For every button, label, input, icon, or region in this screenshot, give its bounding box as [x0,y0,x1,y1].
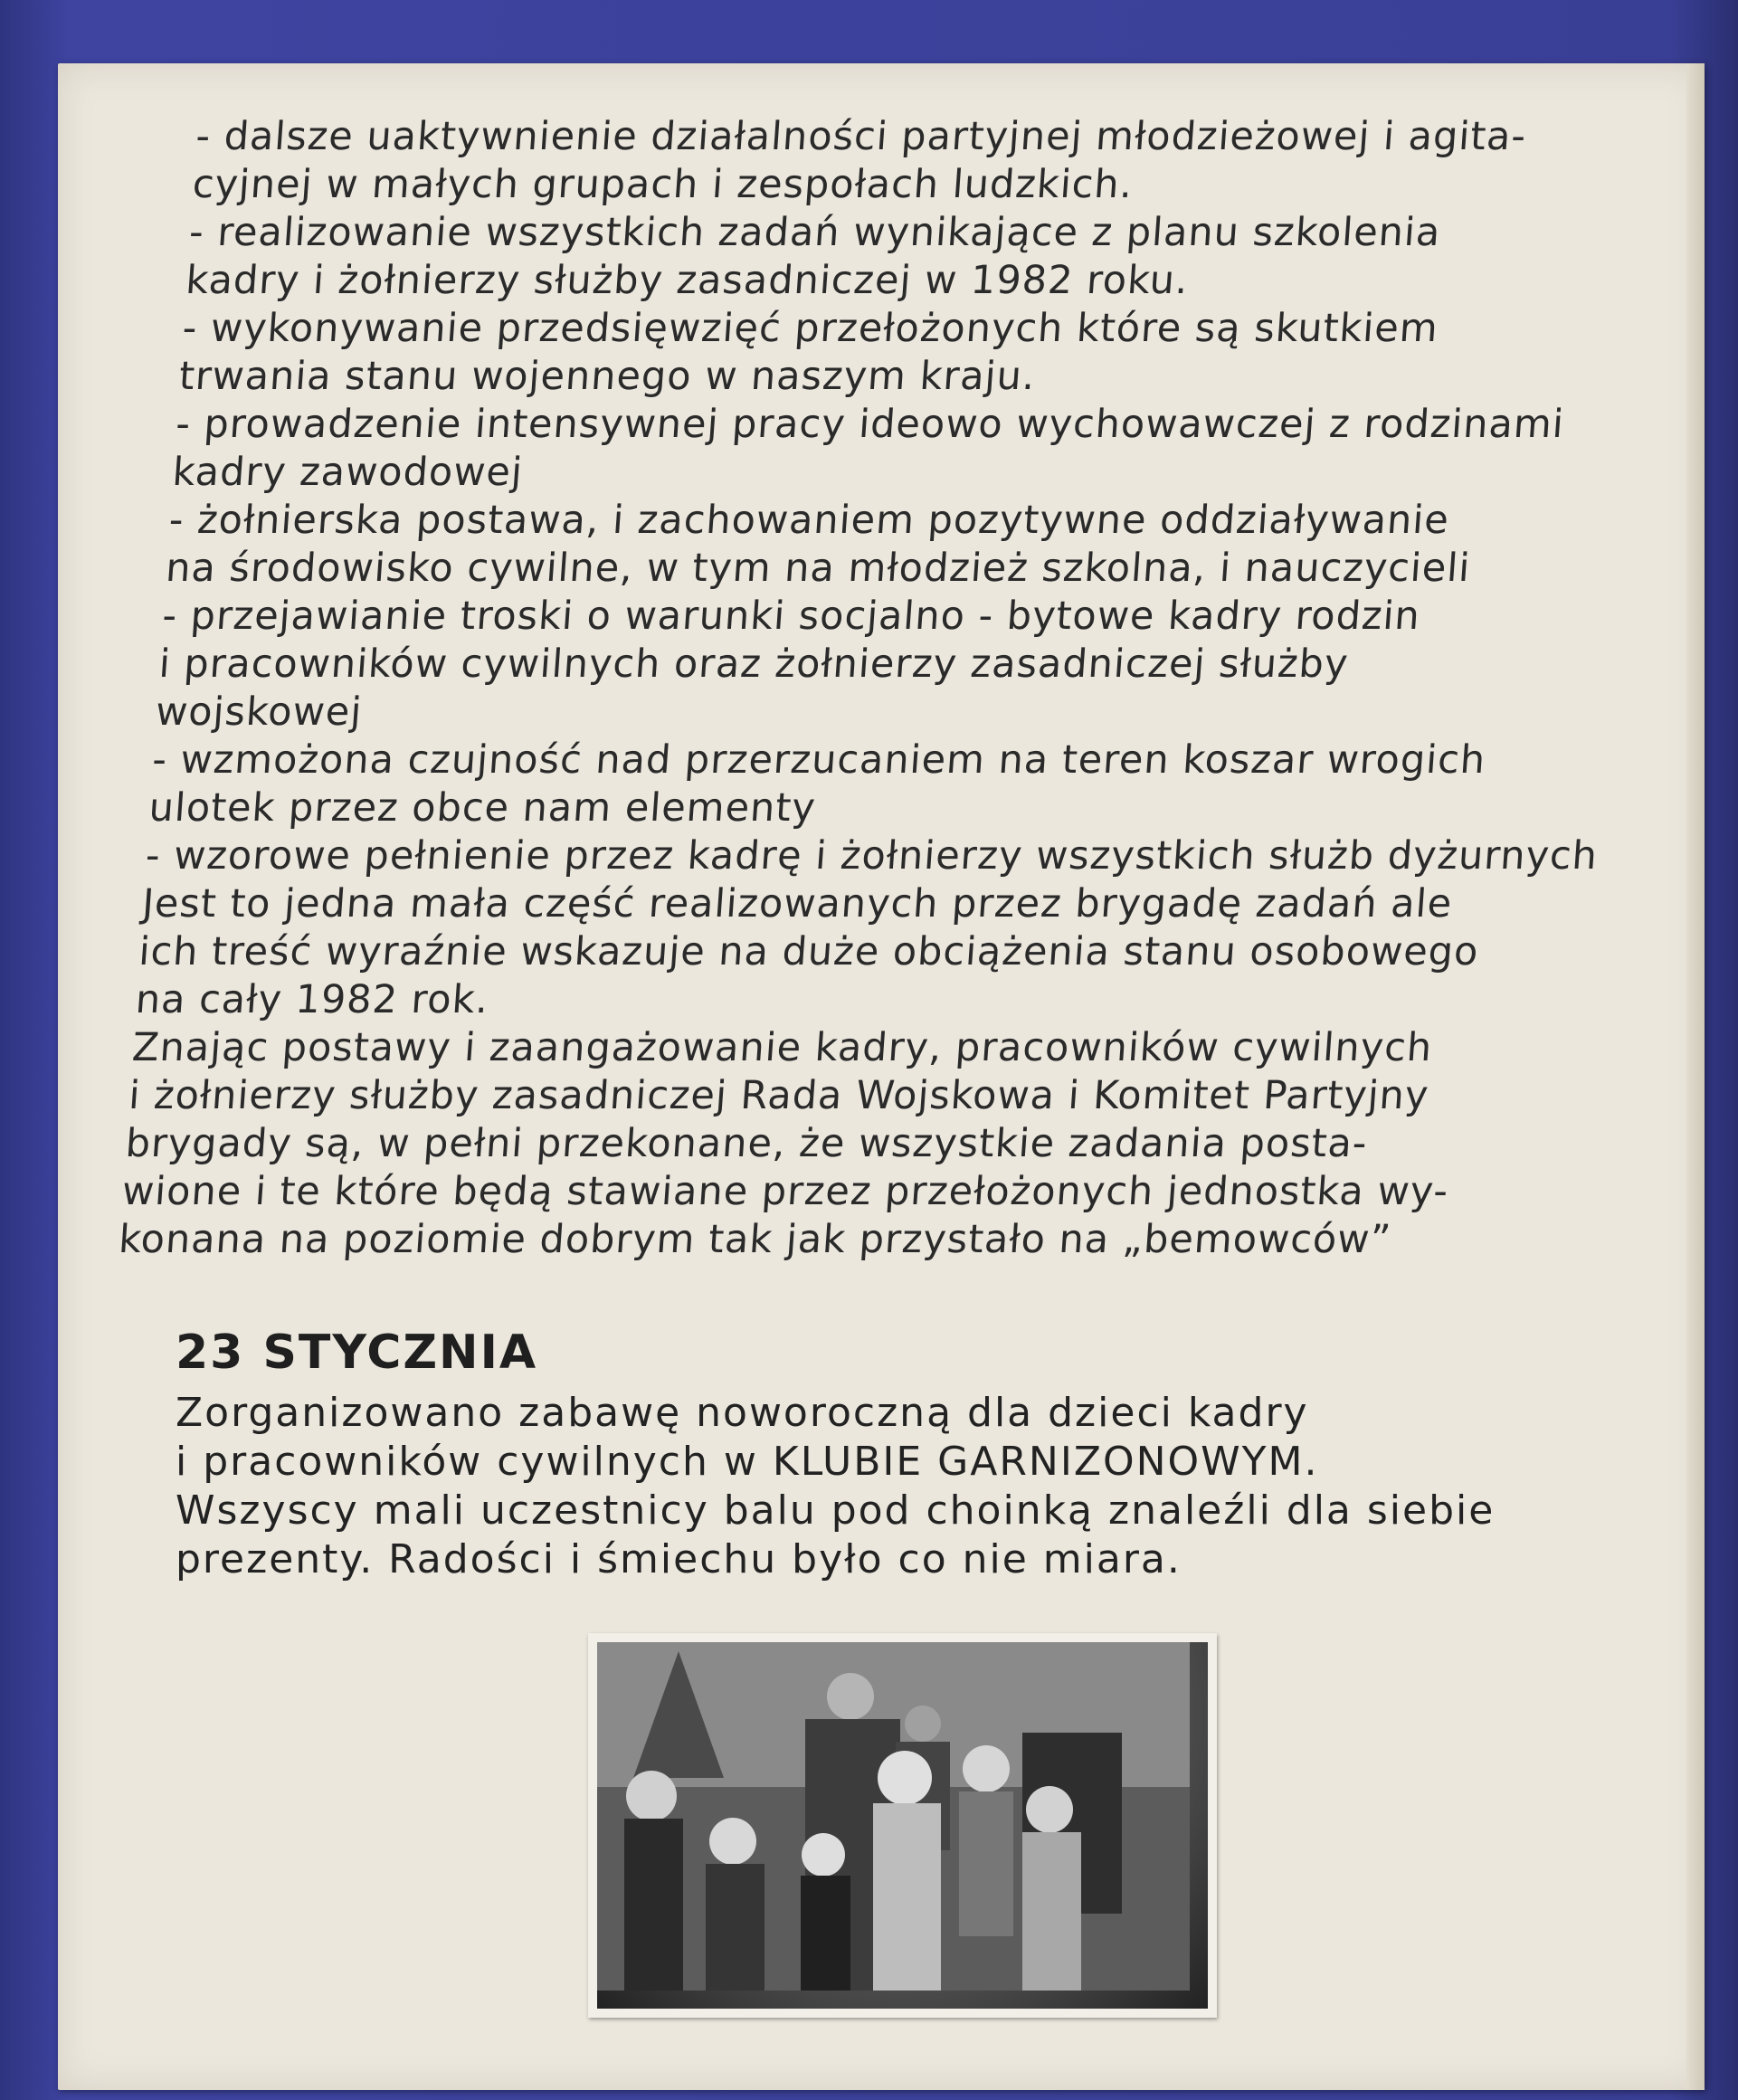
handwritten-line: - wzorowe pełnienie przez kadrę i żołnierzy wszystkich służb dyżurnych [144,833,1600,879]
handwritten-line: Znając postawy i zaangażowanie kadry, pracowników cywilnych [130,1025,1434,1070]
handwritten-line: na cały 1982 rok. [134,977,491,1022]
handwritten-line: brygady są, w pełni przekonane, że wszystkie zadania posta- [124,1121,1370,1166]
entry-text-block [176,1389,1695,1584]
handwritten-line: cyjnej w małych grupach i zespołach ludzkich. [191,162,1135,207]
handwritten-line: trwania stanu wojennego w naszym kraju. [177,354,1038,399]
handwritten-line: i żołnierzy służby zasadniczej Rada Wojskowa i Komitet Partyjny [127,1073,1431,1118]
handwritten-line: kadry zawodowej [170,450,525,495]
entry-line: Wszyscy mali uczestnicy balu pod choinką znaleźli dla siebie [176,1487,1496,1534]
handwritten-line: - realizowanie wszystkich zadań wynikające z planu szkolenia [187,210,1443,255]
handwritten-line: - żołnierska postawa, i zachowaniem pozytywne oddziaływanie [167,498,1451,543]
handwritten-line: - prowadzenie intensywnej pracy ideowo wychowawczej z rodzinami [174,402,1566,447]
handwritten-text-block [118,113,1718,1264]
handwritten-line: kadry i żołnierzy służby zasadniczej w 1982 roku. [184,258,1191,303]
entry-line: i pracowników cywilnych w KLUBIE GARNIZONOWYM. [176,1439,1319,1485]
handwritten-line: Jest to jedna mała część realizowanych przez brygadę zadań ale [140,881,1454,926]
entry-line: Zorganizowano zabawę noworoczną dla dzieci kadry [176,1390,1309,1436]
handwritten-line: wione i te które będą stawiane przez przełożonych jednostka wy- [120,1169,1450,1214]
handwritten-line: - wykonywanie przedsięwzięć przełożonych które są skutkiem [181,306,1440,351]
handwritten-line: i pracowników cywilnych oraz żołnierzy zasadniczej służby [157,641,1351,687]
handwritten-line: konana na poziomie dobrym tak jak przystało na „bemowców” [117,1217,1393,1262]
handwritten-line: ich treść wyraźnie wskazuje na duże obciążenia stanu osobowego [137,929,1481,974]
photo-image [597,1642,1208,2009]
handwritten-line: - przejawianie troski o warunki socjalno - bytowe kadry rodzin [160,594,1422,639]
handwritten-line: wojskowej [154,689,365,735]
photo-scene-drawing [597,1642,1190,1991]
handwritten-line: na środowisko cywilne, w tym na młodzież szkolna, i nauczycieli [164,546,1472,591]
handwritten-line: - wzmożona czujność nad przerzucaniem na teren koszar wrogich [150,737,1487,783]
handwritten-line: ulotek przez obce nam elementy [147,785,818,831]
handwritten-line: - dalsze uaktywnienie działalności partyjnej młodzieżowej i agita- [194,114,1528,159]
section-date-heading: 23 STYCZNIA [176,1326,538,1380]
pasted-photograph [588,1633,1217,2018]
album-page [58,63,1705,2090]
entry-line: prezenty. Radości i śmiechu było co nie miara. [176,1536,1182,1582]
